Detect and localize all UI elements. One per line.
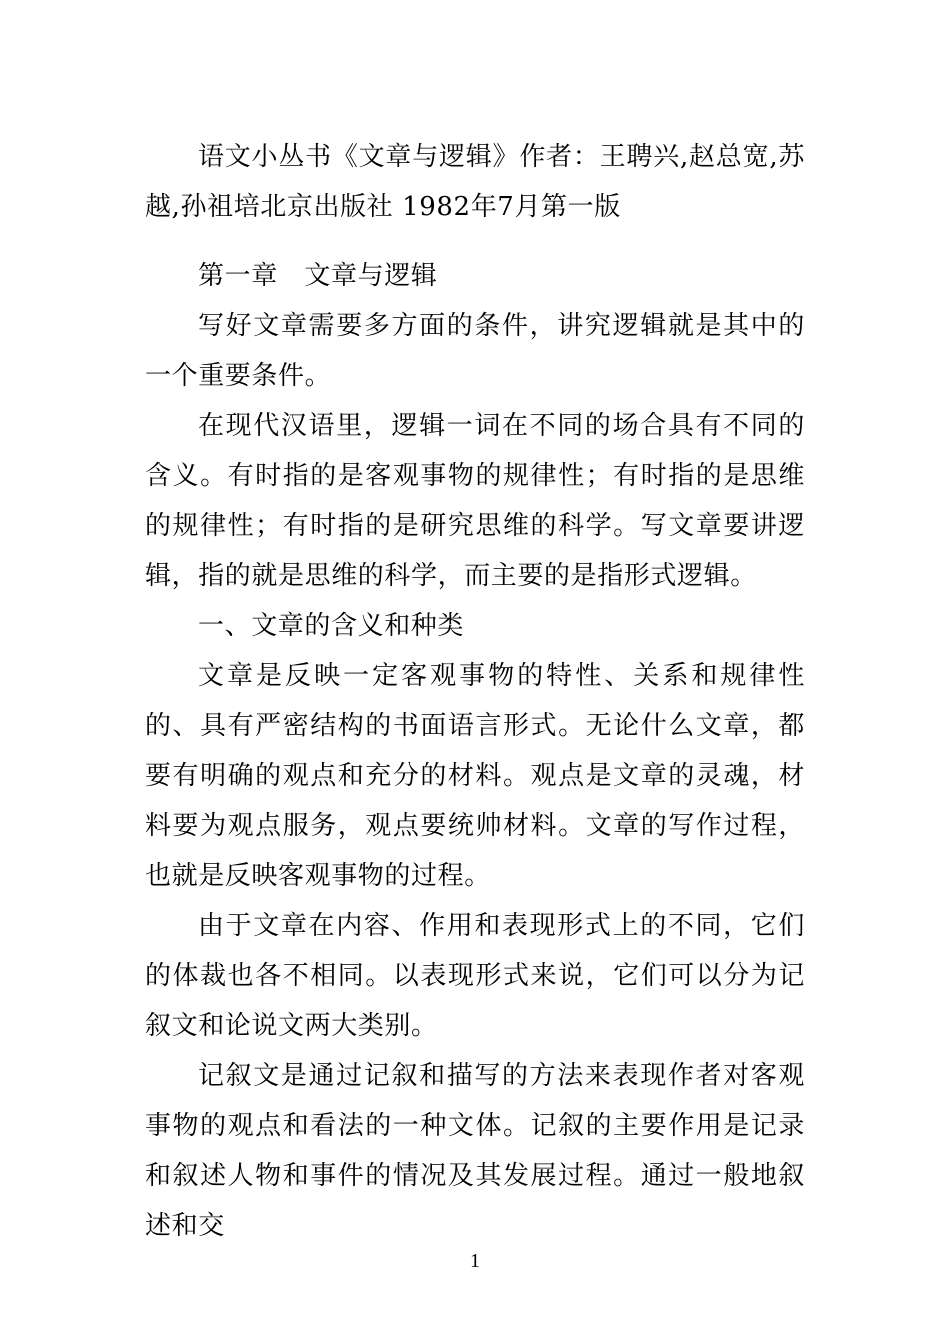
body-paragraph: 文章是反映一定客观事物的特性、关系和规律性的、具有严密结构的书面语言形式。无论什么文章，都要有明确的观点和充分的材料。观点是文章的灵魂，材料要为观点服务，观点要统帅材料。文章的写作过程，也就是反映客观事物的过程。 [145,661,805,891]
page-number: 1 [470,1250,480,1272]
body-block [145,251,805,1251]
body-paragraph: 由于文章在内容、作用和表现形式上的不同，它们的体裁也各不相同。以表现形式来说，它们可以分为记叙文和论说文两大类别。 [145,911,805,1041]
chapter-title: 第一章 文章与逻辑 [198,261,438,291]
book-info-paragraph: 语文小丛书《文章与逻辑》作者：王聘兴,赵总宽,苏越,孙祖培北京出版社 1982年7月第一版 [145,142,805,222]
header-block [145,132,805,232]
body-paragraph: 写好文章需要多方面的条件，讲究逻辑就是其中的一个重要条件。 [145,311,805,391]
body-paragraph: 在现代汉语里，逻辑一词在不同的场合具有不同的含义。有时指的是客观事物的规律性；有时指的是思维的规律性；有时指的是研究思维的科学。写文章要讲逻辑，指的就是思维的科学，而主要的是指形式逻辑。 [145,411,805,591]
body-paragraph: 记叙文是通过记叙和描写的方法来表现作者对客观事物的观点和看法的一种文体。记叙的主要作用是记录和叙述人物和事件的情况及其发展过程。通过一般地叙述和交 [145,1061,805,1241]
section-title: 一、文章的含义和种类 [198,611,465,641]
